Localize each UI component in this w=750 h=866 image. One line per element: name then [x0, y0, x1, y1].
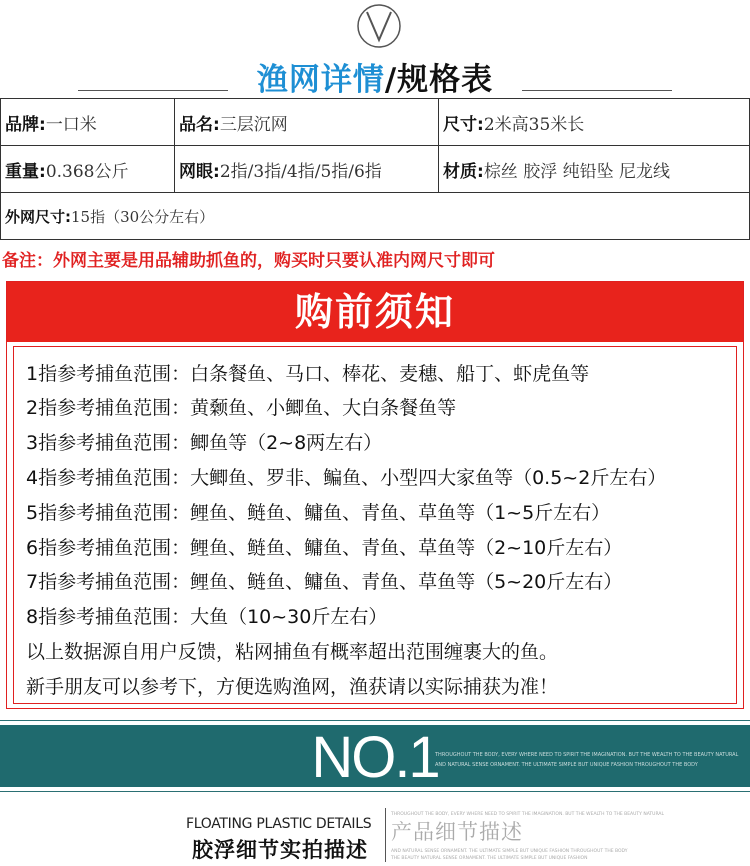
notice-line: 1指参考捕鱼范围：白条餐鱼、马口、棒花、麦穗、船丁、虾虎鱼等: [26, 363, 590, 385]
spec-row: [1, 99, 750, 146]
notice-line: 6指参考捕鱼范围：鲤鱼、鲢鱼、鳙鱼、青鱼、草鱼等（2~10斤左右）: [26, 537, 623, 559]
outer-size-value: 15指（30公分左右）: [71, 207, 215, 226]
caption-fine-print: AND NATURAL SENSE ORNAMENT. THE ULTIMATE SIMPLE BUT UNIQUE FASHION THROUGHOUT THE BODY: [391, 849, 628, 854]
size-value: 2米高35米长: [483, 114, 585, 135]
caption-divider: [385, 808, 386, 862]
purchase-notice-box: [6, 281, 744, 709]
outer-size-label: 外网尺寸:: [5, 207, 71, 226]
weight-value: 0.368公斤: [45, 161, 129, 182]
weight-label: 重量:: [5, 161, 46, 182]
section-number: NO.1: [311, 725, 439, 790]
mesh-label: 网眼:: [179, 161, 220, 182]
caption-fine-print: THROUGHOUT THE BODY, EVERY WHERE NEED TO SPIRIT THE IMAGINATION. BUT THE WEALTH TO THE BEAUTY NATURAL: [391, 812, 665, 817]
notice-line: 4指参考捕鱼范围：大鲫鱼、罗非、鳊鱼、小型四大家鱼等（0.5~2斤左右）: [26, 467, 667, 489]
notice-line: 5指参考捕鱼范围：鲤鱼、鲢鱼、鳙鱼、青鱼、草鱼等（1~5斤左右）: [26, 502, 611, 524]
section-caption-cn: 胶浮细节实拍描述: [192, 838, 368, 862]
section-subcaption: 产品细节描述: [391, 820, 523, 844]
banner-rule-bottom: [0, 791, 750, 792]
page-title: 渔网详情/规格表: [256, 62, 494, 98]
material-label: 材质:: [443, 161, 484, 182]
notice-line: 3指参考捕鱼范围：鲫鱼等（2~8两左右）: [26, 432, 383, 454]
mesh-value: 2指/3指/4指/5指/6指: [219, 161, 382, 182]
outer-size-cell: [1, 193, 750, 240]
material-cell: [439, 146, 750, 193]
notice-line: 7指参考捕鱼范围：鲤鱼、鲢鱼、鳙鱼、青鱼、草鱼等（5~20斤左右）: [26, 571, 623, 593]
notice-line: 2指参考捕鱼范围：黄颡鱼、小鲫鱼、大白条餐鱼等: [26, 397, 457, 419]
brand-value: 一口米: [45, 114, 97, 135]
notice-line: 新手朋友可以参考下，方便选购渔网，渔获请以实际捕获为准！: [26, 676, 559, 698]
v-logo-icon: [353, 2, 405, 50]
mesh-cell: [175, 146, 439, 193]
banner-rule-top: [0, 720, 750, 721]
spec-row: [1, 146, 750, 193]
material-value: 棕丝 胶浮 纯铅坠 尼龙线: [483, 161, 671, 182]
size-cell: [439, 99, 750, 146]
name-value: 三层沉网: [219, 114, 288, 135]
size-label: 尺寸:: [443, 114, 484, 135]
notice-content: [13, 346, 737, 704]
remark-note: 备注：外网主要是用品辅助抓鱼的，购买时只要认准内网尺寸即可: [2, 251, 495, 271]
name-cell: [175, 99, 439, 146]
banner-fine-print: THROUGHOUT THE BODY, EVERY WHERE NEED TO SPIRIT THE IMAGINATION. BUT THE WEALTH TO THE BEAUTY NATURAL: [435, 752, 739, 758]
weight-cell: [1, 146, 175, 193]
notice-line: 8指参考捕鱼范围：大鱼（10~30斤左右）: [26, 606, 388, 628]
spec-table: [0, 98, 750, 240]
brand-label: 品牌:: [5, 114, 46, 135]
notice-title: 购前须知: [7, 282, 743, 342]
spec-row: [1, 193, 750, 240]
notice-line: 以上数据源自用户反馈，粘网捕鱼有概率超出范围缠裹大的鱼。: [26, 641, 559, 663]
caption-fine-print: THE BEAUTY NATURAL SENSE ORNAMENT. THE ULTIMATE SIMPLE BUT UNIQUE FASHION: [391, 856, 588, 861]
banner-fine-print: AND NATURAL SENSE ORNAMENT. THE ULTIMATE SIMPLE BUT UNIQUE FASHION THROUGHOUT THE BODY: [435, 762, 698, 768]
brand-cell: [1, 99, 175, 146]
section-caption-en: FLOATING PLASTIC DETAILS: [186, 816, 372, 832]
name-label: 品名:: [179, 114, 220, 135]
